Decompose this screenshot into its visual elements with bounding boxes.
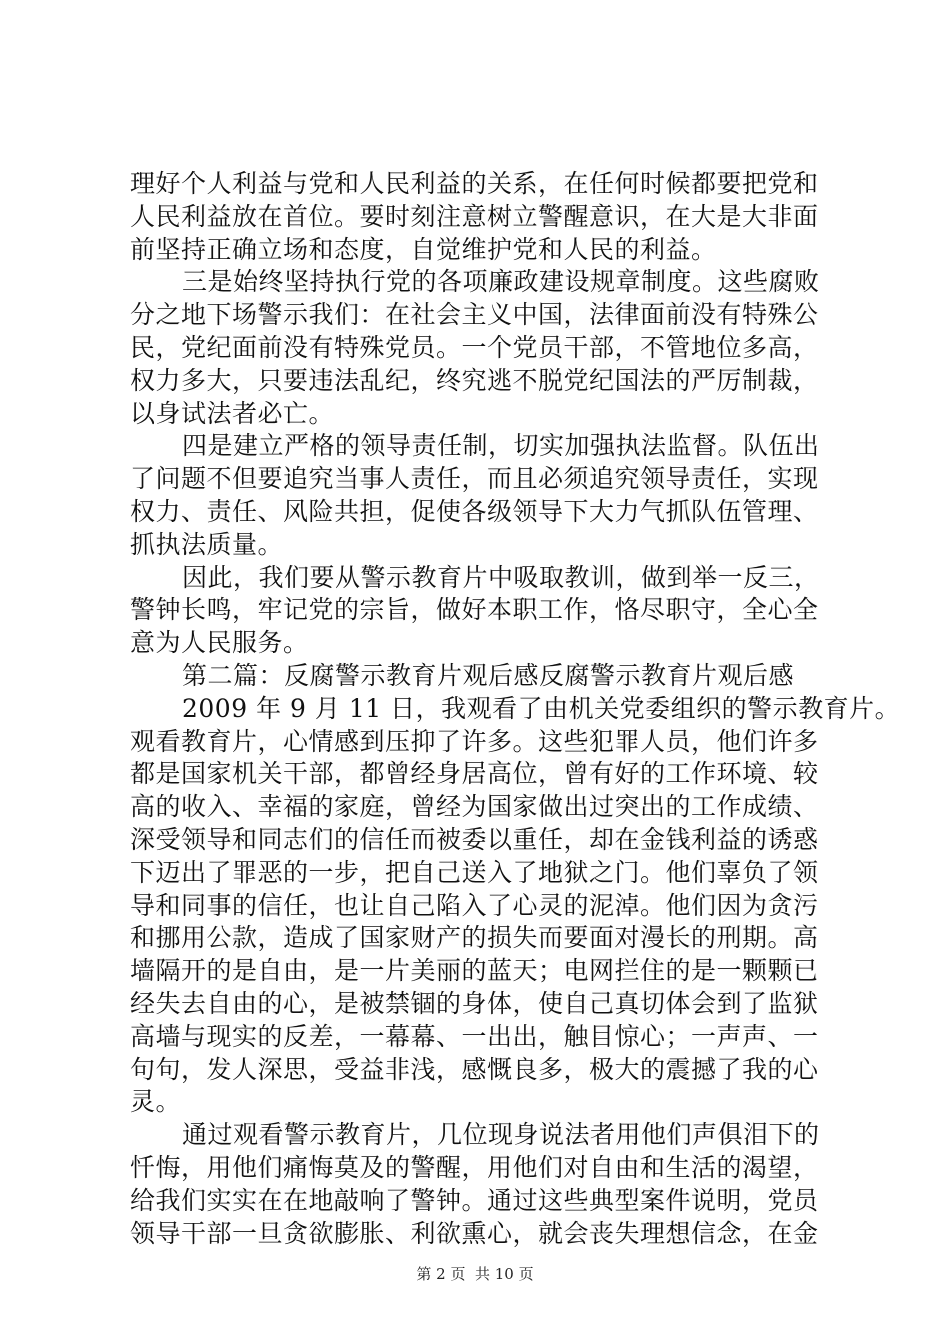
text-line: 分之地下场警示我们：在社会主义中国，法律面前没有特殊公	[130, 300, 819, 330]
text-line: 意为人民服务。	[130, 628, 309, 658]
text-line: 灵。	[130, 1087, 182, 1117]
document-body	[130, 168, 901, 1250]
text-line: 2009 年 9 月 11 日，我观看了由机关党委组织的警示教育片。	[182, 693, 901, 723]
text-line: 高墙与现实的反差，一幕幕、一出出，触目惊心；一声声、一	[130, 1021, 819, 1051]
text-line: 观看教育片，心情感到压抑了许多。这些犯罪人员，他们许多	[130, 726, 819, 756]
text-line: 理好个人利益与党和人民利益的关系，在任何时候都要把党和	[130, 169, 819, 198]
text-line: 权力多大，只要违法乱纪，终究逃不脱党纪国法的严厉制裁，	[130, 365, 819, 395]
text-line: 经失去自由的心，是被禁锢的身体，使自己真切体会到了监狱	[130, 988, 819, 1018]
text-line: 四是建立严格的领导责任制，切实加强执法监督。队伍出	[182, 431, 820, 461]
text-line: 人民利益放在首位。要时刻注意树立警醒意识，在大是大非面	[130, 201, 819, 231]
text-line: 了问题不但要追究当事人责任，而且必须追究领导责任，实现	[130, 464, 819, 494]
text-line: 三是始终坚持执行党的各项廉政建设规章制度。这些腐败	[182, 267, 820, 297]
text-line: 以身试法者必亡。	[130, 398, 335, 428]
text-line: 前坚持正确立场和态度，自觉维护党和人民的利益。	[130, 234, 717, 264]
text-line: 句句，发人深思，受益非浅，感慨良多，极大的震撼了我的心	[130, 1054, 819, 1084]
text-line: 墙隔开的是自由，是一片美丽的蓝天；电网拦住的是一颗颗已	[130, 956, 819, 986]
text-line: 深受领导和同志们的信任而被委以重任，却在金钱利益的诱惑	[130, 824, 819, 854]
text-line: 给我们实实在在地敲响了警钟。通过这些典型案件说明，党员	[130, 1185, 819, 1215]
text-line: 忏悔，用他们痛悔莫及的警醒，用他们对自由和生活的渴望，	[130, 1152, 819, 1182]
text-line: 因此，我们要从警示教育片中吸取教训，做到举一反三，	[182, 562, 820, 592]
text-line: 警钟长鸣，牢记党的宗旨，做好本职工作，恪尽职守，全心全	[130, 595, 819, 625]
page-footer	[0, 1263, 950, 1284]
text-line: 民，党纪面前没有特殊党员。一个党员干部，不管地位多高，	[130, 332, 819, 362]
text-line: 通过观看警示教育片，几位现身说法者用他们声俱泪下的	[182, 1120, 820, 1150]
page-number-label: 第 2 页 共 10 页	[416, 1265, 534, 1283]
text-line: 下迈出了罪恶的一步，把自己送入了地狱之门。他们辜负了领	[130, 857, 819, 887]
text-line: 导和同事的信任，也让自己陷入了心灵的泥淖。他们因为贪污	[130, 890, 819, 920]
text-line: 都是国家机关干部，都曾经身居高位，曾有好的工作环境、较	[130, 759, 819, 789]
text-line: 和挪用公款，造成了国家财产的损失而要面对漫长的刑期。高	[130, 923, 819, 953]
text-line: 领导干部一旦贪欲膨胀、利欲熏心，就会丧失理想信念，在金	[130, 1218, 819, 1248]
text-line: 第二篇：反腐警示教育片观后感反腐警示教育片观后感	[182, 660, 795, 690]
text-line: 抓执法质量。	[130, 529, 284, 559]
text-line: 权力、责任、风险共担，促使各级领导下大力气抓队伍管理、	[130, 496, 819, 526]
text-line: 高的收入、幸福的家庭，曾经为国家做出过突出的工作成绩、	[130, 792, 819, 822]
